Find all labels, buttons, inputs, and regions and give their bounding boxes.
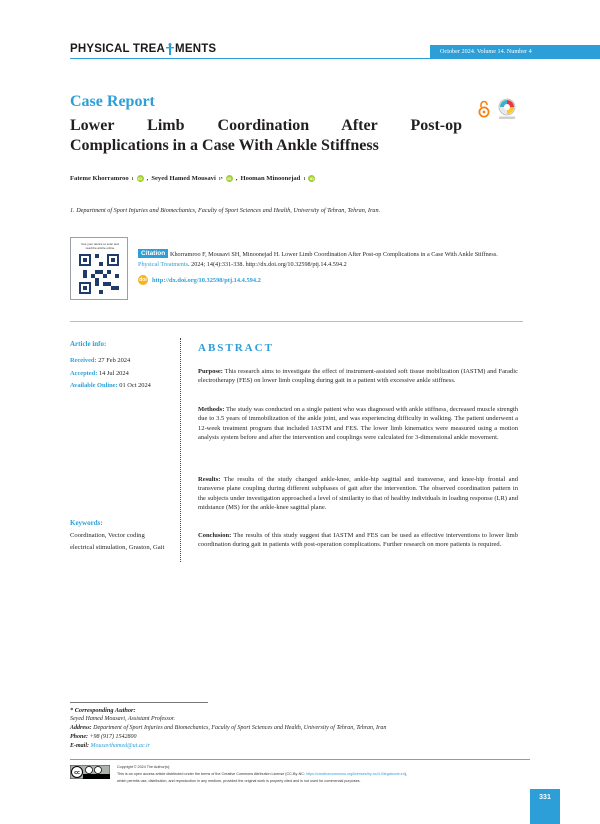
online-date: 01 Oct 2024 (119, 382, 151, 389)
license-text (117, 764, 537, 785)
address-label: Address: (70, 725, 92, 731)
svg-text:cc: cc (74, 770, 80, 776)
citation-text (138, 250, 518, 270)
license-link[interactable]: https://creativecommons.org/licenses/by-nc/4.0/legalcode.en (305, 772, 405, 776)
cc-by-nc-icon[interactable] (70, 765, 110, 779)
address-row (70, 724, 530, 733)
title-line-1: Lower Limb Coordination After Post-op (70, 117, 462, 134)
received-row (70, 355, 151, 368)
conclusion-text: The results of this study suggest that IASTM and FES can be used as effective interventions to lower limb coordination during gait in patients with post-operation complications. Further research on more patients is required. (198, 532, 518, 549)
email-row (70, 742, 530, 751)
author-name: Hooman Minoonejad (240, 175, 301, 182)
journal-logo-icon (166, 43, 174, 55)
qr-caption: Use your device to scan and read the article online (81, 242, 119, 250)
citation-main: Khorramroo F, Mousavi SH, Minoonejad H. Lower Limb Coordination After Post-op Complications in a Case With Ankle Stiffness. (170, 251, 498, 258)
purpose-label: Purpose: (198, 368, 223, 375)
orcid-icon[interactable]: iD (227, 176, 232, 181)
author-affiliation-mark: 1 (131, 176, 134, 181)
license-line-3: which permits use, distribution, and reproduction in any medium, provided the original work is properly cited and is not used for commercial purposes. (117, 779, 361, 783)
methods-text: The study was conducted on a single patient who was diagnosed with ankle stiffness, decreased muscle strength due to 3.5 years of immobilization of the ankle joint, and was experiencing difficulty in walking. The patient underwent a 12-week treatment program that included IASTM and FES. The lower limb kinematics were measured using a motion analysis system before and after the intervention and couplings were calculated for 3-dimensional ankle movement. (198, 406, 518, 441)
email-label: E-mail: (70, 743, 89, 749)
article-type: Case Report (70, 93, 155, 110)
header-divider (70, 58, 600, 59)
doi-icon: doi (139, 277, 147, 283)
column-divider (180, 338, 181, 562)
abstract-purpose (198, 367, 518, 386)
abstract-conclusion (198, 531, 518, 550)
keywords-text: Coordination, Vector coding electrical stimulation, Graston, Gait (70, 532, 165, 551)
orcid-icon[interactable]: iD (138, 176, 143, 181)
issue-info: October 2024. Volume 14. Number 4 (440, 48, 532, 55)
article-info-heading: Article info: (70, 340, 107, 348)
affiliation: 1. Department of Sport Injuries and Biomechanics, Faculty of Sport Sciences and Health, University of Tehran, Tehran, Iran. (70, 207, 381, 214)
license-line-2 (117, 771, 537, 778)
online-row (70, 380, 151, 393)
results-label: Results: (198, 476, 221, 483)
author-affiliation-mark: 1* (218, 176, 223, 181)
citation-journal[interactable]: Physical Treatments (138, 261, 189, 268)
article-title (70, 116, 462, 156)
page-number: 331 (530, 789, 560, 824)
copyright-line: Copyright © 2024 The Author(s); (117, 765, 171, 769)
journal-logo (70, 43, 216, 55)
crossmark-icon[interactable] (497, 98, 517, 120)
conclusion-label: Conclusion: (198, 532, 232, 539)
author-name: Seyed Hamed Mousavi (151, 175, 216, 182)
qr-code-icon[interactable] (79, 254, 119, 294)
abstract-methods (198, 405, 518, 442)
corresponding-heading: * Corresponding Author: (70, 707, 136, 714)
author-affiliation-mark: 1 (303, 176, 306, 181)
orcid-icon[interactable]: iD (309, 176, 314, 181)
open-access-icon[interactable] (478, 100, 490, 118)
purpose-text: This research aims to investigate the effect of instrument-assisted soft tissue mobilization (IASTM) and Faradic electrotherapy (FES) on lower limb coupling during gait in a patient with excessive ankle stiffness. (198, 368, 518, 385)
corresponding-name: Seyed Hamed Mousavi, Assistant Professor. (70, 716, 175, 722)
author-list: Fateme Khorramroo 1 iD , Seyed Hamed Mousavi 1* iD , Hooman Minoonejad 1 iD (70, 175, 314, 182)
doi-link[interactable]: http://dx.doi.org/10.32598/ptj.14.4.594.2 (152, 276, 261, 284)
license-divider (70, 759, 530, 760)
corresponding-divider (70, 702, 208, 703)
abstract-results (198, 475, 518, 512)
citation-tail: . 2024; 14(4):331-338. http://dx.doi.org/10.32598/ptj.14.4.594.2 (188, 261, 347, 268)
accepted-label: Accepted: (70, 369, 98, 377)
article-dates (70, 355, 151, 393)
citation-divider (70, 321, 523, 322)
journal-name-part1: PHYSICAL TREA (70, 43, 166, 55)
issue-banner (430, 45, 600, 58)
citation-label: Citation (138, 249, 168, 258)
corresponding-author (70, 706, 530, 751)
accepted-date: 14 Jul 2024 (98, 369, 129, 377)
phone-row (70, 733, 530, 742)
author-name: Fateme Khorramroo (70, 175, 129, 182)
license-pre: This is an open access article distributed under the terms of the Creative Commons Attribution License (CC-By-NC: (117, 772, 306, 776)
methods-label: Methods: (198, 406, 225, 413)
address-text: Department of Sport Injuries and Biomechanics, Faculty of Sport Sciences and Health, University of Tehran, Tehran, Iran (93, 725, 387, 731)
abstract-heading: ABSTRACT (198, 342, 274, 354)
title-line-2: Complications in a Case With Ankle Stiffness (70, 137, 379, 154)
results-text: The results of the study changed ankle-knee, ankle-hip sagittal and transverse, and knee-hip frontal and transverse plane coupling during different subphases of gait after the intervention. The observed coordination pattern in the subjects under investigation approached a level of similarity to that of healthy individuals in loading response (LR) and midstance (MS) for the ankle-knee sagittal plane. (198, 476, 518, 511)
keywords-heading: Keywords: (70, 519, 103, 527)
license-post: ), (404, 772, 408, 776)
received-date: 27 Feb 2024 (98, 357, 131, 364)
email-link[interactable]: Mousavihamed@ut.ac.ir (90, 743, 151, 749)
phone-label: Phone: (70, 734, 88, 740)
accepted-row (70, 368, 151, 381)
received-label: Received: (70, 357, 97, 364)
online-label: Available Online: (70, 382, 118, 389)
qr-panel (70, 237, 128, 300)
journal-name-part2: MENTS (175, 43, 217, 55)
phone-text: +98 (917) 1542800 (89, 734, 137, 740)
doi-row (138, 275, 261, 285)
